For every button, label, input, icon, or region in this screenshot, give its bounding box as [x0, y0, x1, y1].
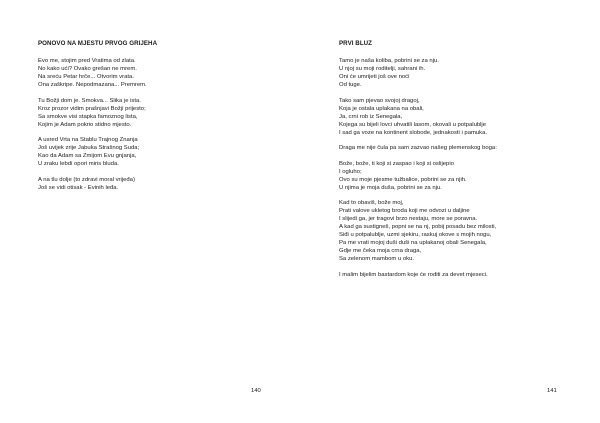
stanza — [339, 97, 579, 137]
verse-line: Kao da Adam sa Zmijom Evu gnjanja, — [38, 153, 137, 159]
verse-line: Gdje me čeka moja crna draga, — [339, 248, 422, 254]
verse-line: No kako ući? Ovako grešan ne mrem. — [38, 66, 137, 72]
stanza — [339, 57, 579, 89]
verse-line: Kroz prozor vidim prašnjavi Božji prijesto; — [38, 105, 146, 112]
page-number: 140 — [251, 388, 261, 394]
verse-line: Na sreću Petar hrče... Otvorim vrata. — [38, 74, 134, 80]
stanza — [339, 271, 579, 279]
verse-line: Bože, bože, ti koji si zaspao i koji si oslijepio — [339, 160, 454, 167]
verse-line: A usred Vrta na Stablu Trajnog Znanja — [38, 137, 138, 143]
verse-line: Sa smokve visi stapka famoznog lista, — [38, 113, 138, 120]
verse-line: I ogluho; — [339, 168, 362, 175]
verse-line: Još uvijek zrije Jabuka Strašnog Suda; — [38, 145, 140, 151]
verse-line: Tako sam pjevao svojoj dragoj, — [339, 97, 420, 104]
verse-line: Sa zelenom mambom u oku. — [339, 256, 414, 262]
stanza — [38, 136, 278, 168]
verse-line: Prati valove ukletog broda koji me odvozi u daljine — [339, 208, 470, 214]
verse-line: Evo me, stojim pred Vratima od zlata. — [38, 58, 136, 64]
verse-line: Kojim je Adam pokrio stidno mjesto. — [38, 121, 132, 128]
stanza — [339, 160, 579, 192]
verse-line: Pa me vrati mojoj duši duši na uplakanoj obali Senegala, — [339, 240, 487, 246]
left-page-content — [38, 40, 278, 199]
verse-line: I sad ga voze na kontinent slobode, jednakosti i pamuka. — [339, 129, 488, 136]
verse-line: I malim bijelim bastardom koje će roditi za devet mjeseci. — [339, 271, 488, 278]
verse-line: U njima je moja duša, pobrini se za nju. — [339, 184, 442, 191]
verse-line: U zraku lebdi opori miris bluda. — [38, 161, 119, 167]
verse-line: A na tlu dolje (to zdravi moral vrijeđa) — [38, 176, 135, 183]
verse-line: Kojega su bijeli lovci uhvatili lasom, okovali u potpalublje — [339, 121, 487, 128]
verse-line: Tamo je naša koliba, pobrini se za nju. — [339, 58, 439, 64]
stanza — [38, 97, 278, 129]
verse-line: Još se vidi otisak - Evinih leđa. — [38, 184, 119, 191]
poem-title: PRVI BLUZ — [339, 40, 372, 47]
stanza — [38, 176, 278, 192]
stanza — [339, 144, 579, 152]
verse-line: Ja, crni rob iz Senegala, — [339, 113, 403, 120]
right-page — [300, 0, 600, 423]
verse-line: Siđi u potpalublje, uzmi sjekiru, raskuj okove s mojih nogu, — [339, 232, 492, 238]
verse-line: Tu Božji dom je. Smokva... Slika je ista. — [38, 97, 141, 104]
verse-line: A kad ga sustigneš, popni se na nj, pobij posadu bez milosti, — [339, 224, 497, 230]
verse-line: I slijedi ga, jer tragovi brzo nestaju, more se poravna. — [339, 216, 478, 222]
poem-title: PONOVO NA MJESTU PRVOG GRIJEHA — [38, 40, 158, 47]
page-number: 141 — [547, 388, 557, 394]
stanza — [339, 199, 579, 263]
verse-line: U njoj su moji roditelji, sahrani ih. — [339, 66, 426, 72]
verse-line: Kad to obaviš, bože moj, — [339, 200, 404, 206]
verse-line: Od tuge. — [339, 82, 362, 88]
verse-line: Draga me nije čula pa sam zazvao našeg plemenskog boga: — [339, 145, 497, 151]
stanza — [38, 57, 278, 89]
right-page-content — [339, 40, 579, 286]
verse-line: Ovo su moje pjesme tužbalice, pobrini se za njih. — [339, 176, 467, 183]
verse-line: Oni će umrijeti još ove noći — [339, 74, 410, 80]
verse-line: Ona zaškripe. Nepodmazana... Premrem. — [38, 82, 147, 88]
verse-line: Koja je ostala uplakana na obali, — [339, 105, 424, 112]
